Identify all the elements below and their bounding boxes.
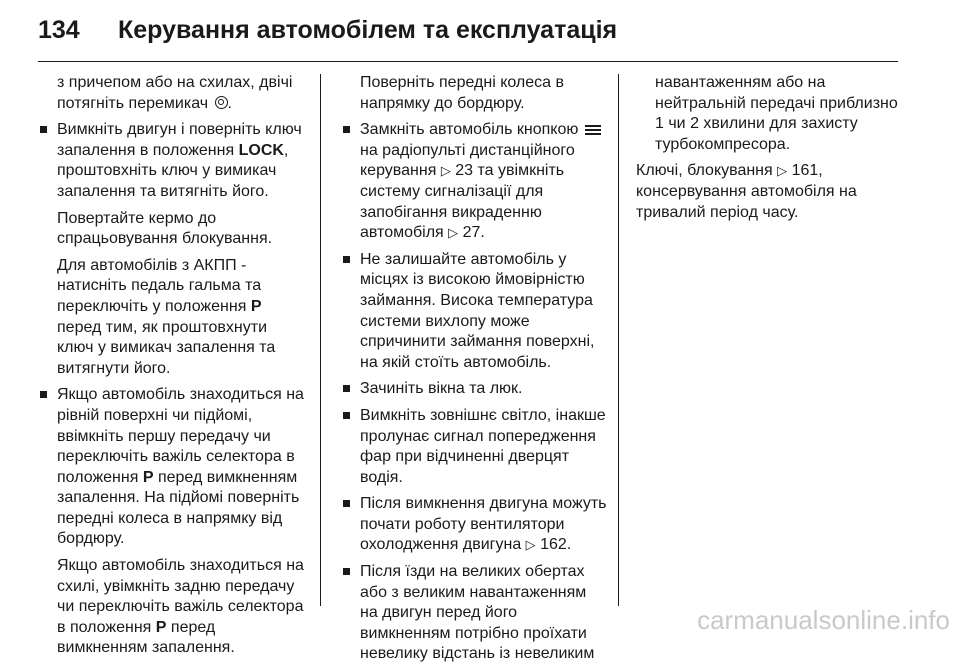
- arrow-right-icon: ▷: [777, 163, 788, 179]
- bullet-icon: [343, 500, 350, 507]
- list-item: [341, 406, 607, 488]
- list-item-text: , проштовхніть ключ у вимикач запалення та витягніть його.: [57, 141, 289, 200]
- arrow-right-icon: ▷: [440, 163, 451, 179]
- paragraph: Повертайте кермо до спрацьовування блокування.: [57, 209, 273, 248]
- list-item: [341, 120, 607, 244]
- paragraph-text: з причепом або на схилах, двічі потягніть перемикач: [57, 74, 293, 112]
- list-item-text: .: [480, 224, 485, 242]
- bullet-icon: [40, 391, 47, 398]
- list-item-text: Зачиніть вікна та люк.: [360, 380, 523, 398]
- list-item: [341, 562, 607, 665]
- paragraph-text: Для автомобілів з АКПП - натисніть педаль гальма та переключіть у положення: [57, 256, 262, 315]
- gear-position-label: P: [155, 618, 167, 636]
- paragraph-text: перед вимкненням запалення.: [57, 618, 235, 657]
- watermark: carmanualsonline.info: [697, 605, 950, 635]
- bullet-icon: [343, 568, 350, 575]
- list-item-text: Вимкніть двигун і поверніть ключ запалення в положення: [57, 121, 302, 159]
- paragraph: навантаженням або на нейтральній передачі приблизно 1 чи 2 хвилини для захисту турбокомпресора.: [655, 74, 898, 153]
- steering-wheel-icon: [215, 96, 228, 109]
- paragraph: [636, 161, 908, 223]
- list-item-text: .: [566, 536, 572, 554]
- list-item: [341, 379, 607, 400]
- list-item-text: та увімкніть систему сигналізації для запобігання викраденню автомобіля: [360, 162, 565, 242]
- paragraph: [38, 556, 304, 659]
- paragraph: Поверніть передні колеса в напрямку до бордюру.: [360, 74, 564, 112]
- paragraph-text: перед тим, як проштовхнути ключ у вимикач запалення та витягнути його.: [57, 318, 276, 377]
- list-item: [38, 385, 304, 550]
- key-position-label: LOCK: [238, 141, 284, 159]
- page-title: Керування автомобілем та експлуатація: [118, 16, 618, 44]
- list-item: [38, 120, 304, 202]
- list-item-text: Після їзди на великих обертах або з великим навантаженням на двигун перед його вимкненням потрібно проїхати невелику відстань із невеликим: [360, 563, 595, 663]
- list-item-text: на радіопульті дистанційного керування: [360, 141, 575, 180]
- column-1: [38, 73, 304, 665]
- column-2: [341, 73, 607, 671]
- paragraph-text: .: [227, 94, 232, 112]
- paragraph-text: , консервування автомобіля на тривалий період часу.: [636, 162, 857, 221]
- page-number: 134: [38, 16, 80, 44]
- list-item-text: Вимкніть зовнішнє світло, інакше пролунає сигнал попередження фар при відчиненні дверцят водія.: [360, 406, 606, 486]
- list-item-text: Якщо автомобіль знаходиться на рівній поверхні чи підйомі, ввімкніть першу передачу чи переключіть важіль селектора в положення: [57, 386, 304, 486]
- list-item: [341, 250, 607, 374]
- page-reference[interactable]: 162: [540, 536, 567, 554]
- page-reference[interactable]: 161: [791, 162, 819, 180]
- arrow-right-icon: ▷: [525, 537, 536, 553]
- column-divider: [320, 74, 321, 606]
- gear-position-label: P: [142, 468, 154, 486]
- paragraph-text: Якщо автомобіль знаходиться на схилі, увімкніть задню передачу чи переключіть важіль селектора в положення: [57, 557, 304, 636]
- paragraph-text: Ключі, блокування: [636, 162, 773, 180]
- arrow-right-icon: ▷: [448, 225, 459, 241]
- list-item-text: Не залишайте автомобіль у місцях із високою ймовірністю займання. Висока температура системи вихлопу може спричинити займання поверхні, на якій стоїть автомобіль.: [360, 250, 595, 371]
- column-3: [636, 73, 908, 229]
- gear-position-label: P: [250, 297, 262, 315]
- list-item-text: Після вимкнення двигуна можуть почати роботу вентилятори охолодження двигуна: [360, 495, 607, 554]
- list-item-text: Замкніть автомобіль кнопкою: [360, 121, 579, 139]
- bullet-icon: [343, 412, 350, 419]
- list-item: [341, 494, 607, 556]
- bullet-icon: [343, 256, 350, 263]
- list-item-text: перед вимкненням запалення. На підйомі поверніть передні колеса в напрямку від бордюру.: [57, 468, 300, 548]
- lock-button-icon: [585, 125, 601, 135]
- column-divider: [618, 74, 619, 606]
- bullet-icon: [343, 385, 350, 392]
- bullet-icon: [40, 126, 47, 133]
- page-header: [38, 16, 617, 50]
- paragraph: [38, 256, 304, 380]
- paragraph: [38, 73, 304, 114]
- header-divider: [38, 61, 898, 62]
- page-reference[interactable]: 23: [455, 162, 474, 180]
- bullet-icon: [343, 126, 350, 133]
- page-reference[interactable]: 27: [462, 224, 481, 242]
